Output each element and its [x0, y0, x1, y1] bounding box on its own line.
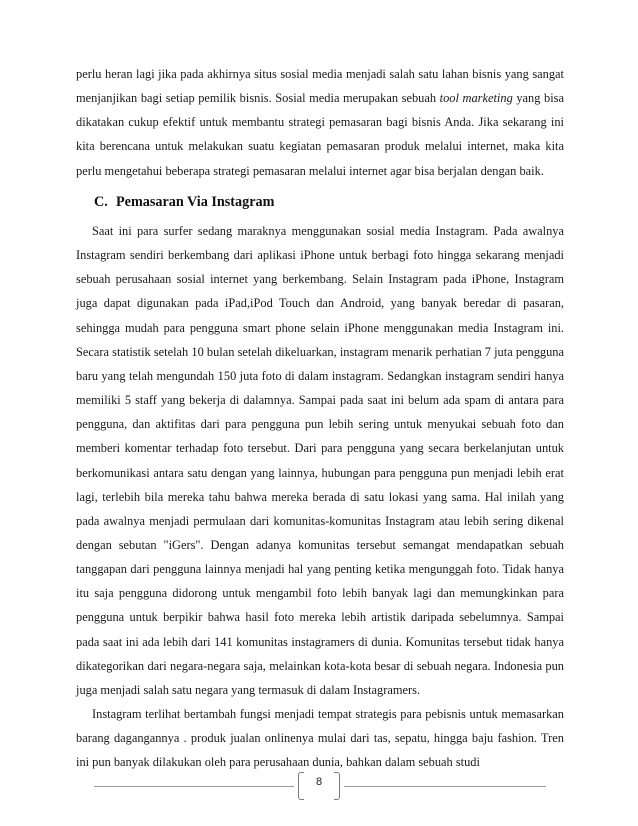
section-heading: [94, 190, 564, 214]
section-letter: C.: [94, 193, 108, 210]
section-title: Pemasaran Via Instagram: [116, 193, 275, 210]
paragraph-intro-part2: yang bisa dikatakan cukup efektif untuk membantu strategi pemasaran bagi bisnis Anda. Jika sekarang ini kita berencana untuk melakukan suatu kegiatan pemasaran produk melalui internet, maka kita perlu mengetahui beberapa strategi pemasaran melalui internet agar bisa berjalan dengan baik.: [76, 91, 564, 178]
paragraph-instagram: Saat ini para surfer sedang maraknya menggunakan sosial media Instagram. Pada awalnya Instagram sendiri berkembang dari aplikasi iPhone untuk berbagi foto hingga sekarang menjadi sebuah perusahaan sosial internet yang berkembang. Selain Instagram pada iPhone, Instagram juga dapat digunakan pada iPad,iPod Touch dan Android, yang banyak beredar di pasaran, sehingga mudah para pengguna smart phone selain iPhone menggunakan media Instagram ini. Secara statistik setelah 10 bulan setelah dikeluarkan, instagram menarik perhatian 7 juta pengguna baru yang telah mengundah 150 juta foto di dalam instagram. Sedangkan instagram sendiri hanya memiliki 5 staff yang bekerja di dalamnya. Sampai pada saat ini belum ada spam di antara para pengguna, dan aktifitas dari para pengguna pun lebih sering untuk menyukai sebuah foto dan memberi komentar terhadap foto tersebut. Dari para pengguna yang secara berkelanjutan untuk berkomunikasi antara satu dengan yang lainnya, hubungan para pengguna pun menjadi lebih erat lagi, terlebih bila mereka tahu bahwa mereka berada di satu lokasi yang sama. Hal inilah yang pada awalnya menjadi permulaan dari komunitas-komunitas Instagram atau lebih sering dikenal dengan sebutan "iGers". Dengan adanya komunitas tersebut semangat mendapatkan sebuah tanggapan dari pengguna lainnya menjadi hal yang penting ketika mengunggah foto. Tidak hanya itu saja pengguna didorong untuk mengambil foto lebih banyak lagi dan memungkinkan para pengguna untuk berpikir bahwa hasil foto mereka lebih artistik daripada sebelumnya. Sampai pada saat ini ada lebih dari 141 komunitas instagramers di dunia. Komunitas tersebut tidak hanya dikategorikan dari negara-negara saja, melainkan kota-kota besar di sebuah negara. Indonesia pun juga menjadi salah satu negara yang termasuk di dalam Instagramers.: [76, 223, 564, 697]
page-number: 8: [315, 776, 323, 788]
paragraph-instagram-business: Instagram terlihat bertambah fungsi menjadi tempat strategis para pebisnis untuk memasarkan barang dagangannya . produk jualan onlinenya mulai dari tas, sepatu, hingga baju fashion. Tren ini pun banyak dilakukan oleh para perusahaan dunia, bahkan dalam sebuah studi: [76, 707, 564, 770]
paragraph-intro-part1: perlu heran lagi jika pada akhirnya situs sosial media menjadi salah satu lahan bisnis yang sangat menjanjikan bagi setiap pemilik bisnis. Sosial media merupakan sebuah: [76, 67, 564, 106]
page-number-bracket-right: [334, 772, 340, 800]
page-number-bracket-left: [298, 772, 304, 800]
footer-rule-left: [94, 786, 294, 787]
body-text: [76, 62, 564, 775]
emphasis-tool-marketing: tool marketing: [439, 91, 513, 106]
footer-rule-right: [344, 786, 546, 787]
paragraph-intro: [76, 62, 564, 183]
